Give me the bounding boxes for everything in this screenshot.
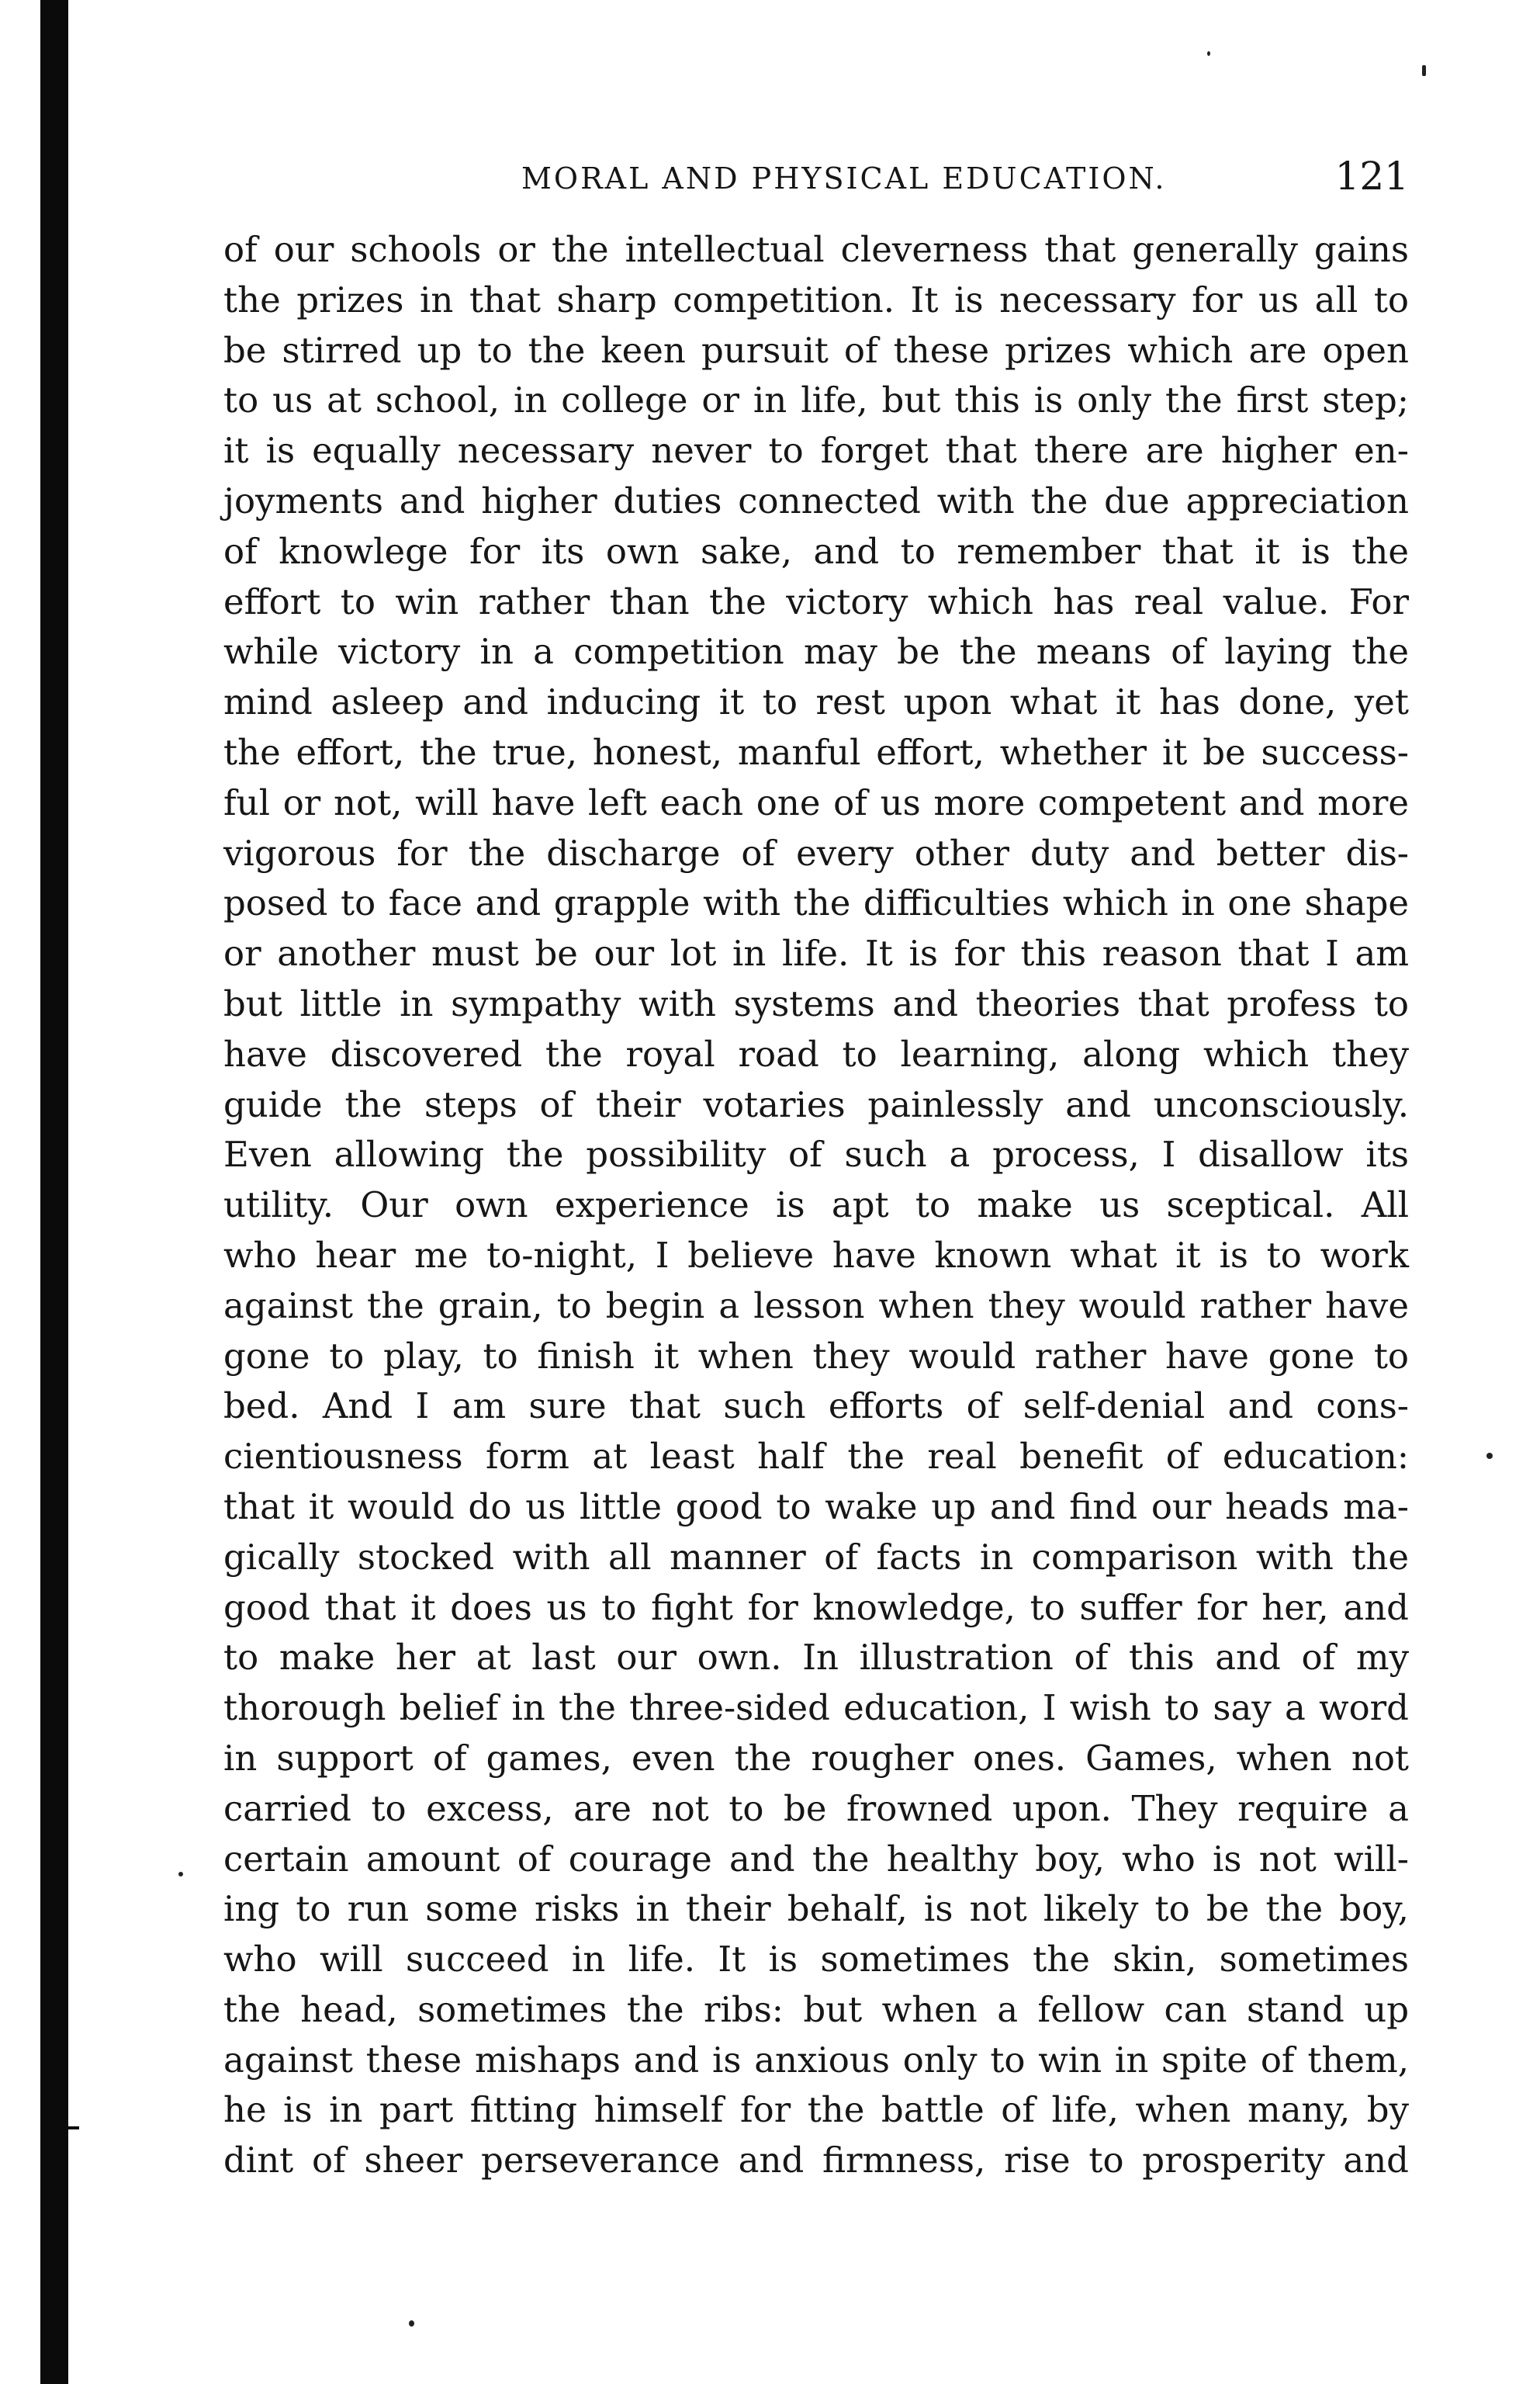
text-line: in support of games, even the rougher ones. Games, when not <box>223 1737 1409 1779</box>
page-number: 121 <box>1334 154 1409 199</box>
text-line: have discovered the royal road to learning, along which they <box>223 1033 1409 1075</box>
text-line: ful or not, will have left each one of us more competent and more <box>223 781 1409 823</box>
text-line: the head, sometimes the ribs: but when a fellow can stand up <box>223 1988 1409 2030</box>
text-line: guide the steps of their votaries painlessly and unconsciously. <box>223 1083 1409 1125</box>
text-line: cientiousness form at least half the real benefit of education: <box>223 1436 1409 1478</box>
text-line: who hear me to-night, I believe have known what it is to work <box>223 1234 1409 1276</box>
text-line: of knowlege for its own sake, and to remember that it is the <box>223 530 1409 572</box>
text-line: to us at school, in college or in life, but this is only the first step; <box>223 379 1409 421</box>
text-line: the effort, the true, honest, manful effort, whether it be success- <box>223 731 1409 773</box>
text-line: while victory in a competition may be the means of laying the <box>223 631 1409 673</box>
body-text <box>223 225 1409 2186</box>
text-line: to make her at last our own. In illustration of this and of my <box>223 1637 1409 1679</box>
text-line: he is in part fitting himself for the battle of life, when many, by <box>223 2089 1409 2131</box>
text-line: or another must be our lot in life. It is for this reason that I am <box>223 933 1409 975</box>
text-line: carried to excess, are not to be frowned upon. They require a <box>223 1787 1409 1829</box>
text-line: joyments and higher duties connected with the due appreciation <box>223 480 1409 522</box>
text-line: vigorous for the discharge of every other duty and better dis- <box>223 832 1409 874</box>
text-line: utility. Our own experience is apt to make us sceptical. All <box>223 1184 1409 1226</box>
text-line: thorough belief in the three-sided education, I wish to say a word <box>223 1687 1409 1729</box>
text-line: Even allowing the possibility of such a process, I disallow its <box>223 1134 1409 1176</box>
text-line: gone to play, to finish it when they would rather have gone to <box>223 1335 1409 1377</box>
text-line: gically stocked with all manner of facts in comparison with the <box>223 1536 1409 1578</box>
text-line: who will succeed in life. It is sometimes the skin, sometimes <box>223 1939 1409 1980</box>
text-line: but little in sympathy with systems and theories that profess to <box>223 982 1409 1024</box>
running-head: MORAL AND PHYSICAL EDUCATION. <box>521 161 1167 196</box>
page-header <box>223 147 1409 203</box>
text-line: dint of sheer perseverance and firmness, rise to prosperity and <box>223 2140 1409 2181</box>
text-line: against these mishaps and is anxious only to win in spite of them, <box>223 2039 1409 2081</box>
text-line: mind asleep and inducing it to rest upon what it has done, yet <box>223 681 1409 723</box>
binding-edge <box>40 0 68 2384</box>
text-line: effort to win rather than the victory which has real value. For <box>223 580 1409 622</box>
text-line: the prizes in that sharp competition. It is necessary for us all to <box>223 279 1409 321</box>
binding-mark <box>68 2126 79 2129</box>
text-line: bed. And I am sure that such efforts of self-denial and cons- <box>223 1385 1409 1427</box>
text-line: posed to face and grapple with the difficulties which in one shape <box>223 882 1409 924</box>
text-line: ing to run some risks in their behalf, is not likely to be the boy, <box>223 1888 1409 1930</box>
text-line: be stirred up to the keen pursuit of these prizes which are open <box>223 329 1409 371</box>
text-line: that it would do us little good to wake up and find our heads ma- <box>223 1485 1409 1527</box>
scan-speck <box>1486 1453 1493 1459</box>
text-line: of our schools or the intellectual cleverness that generally gains <box>223 229 1409 270</box>
scan-speck <box>1207 51 1210 56</box>
text-line: good that it does us to fight for knowledge, to suffer for her, and <box>223 1586 1409 1628</box>
text-line: it is equally necessary never to forget that there are higher en- <box>223 430 1409 472</box>
scan-speck <box>1422 65 1426 76</box>
text-line: certain amount of courage and the healthy boy, who is not will- <box>223 1838 1409 1880</box>
scan-speck <box>178 1872 183 1876</box>
scan-speck <box>409 2320 414 2327</box>
text-line: against the grain, to begin a lesson when they would rather have <box>223 1284 1409 1326</box>
